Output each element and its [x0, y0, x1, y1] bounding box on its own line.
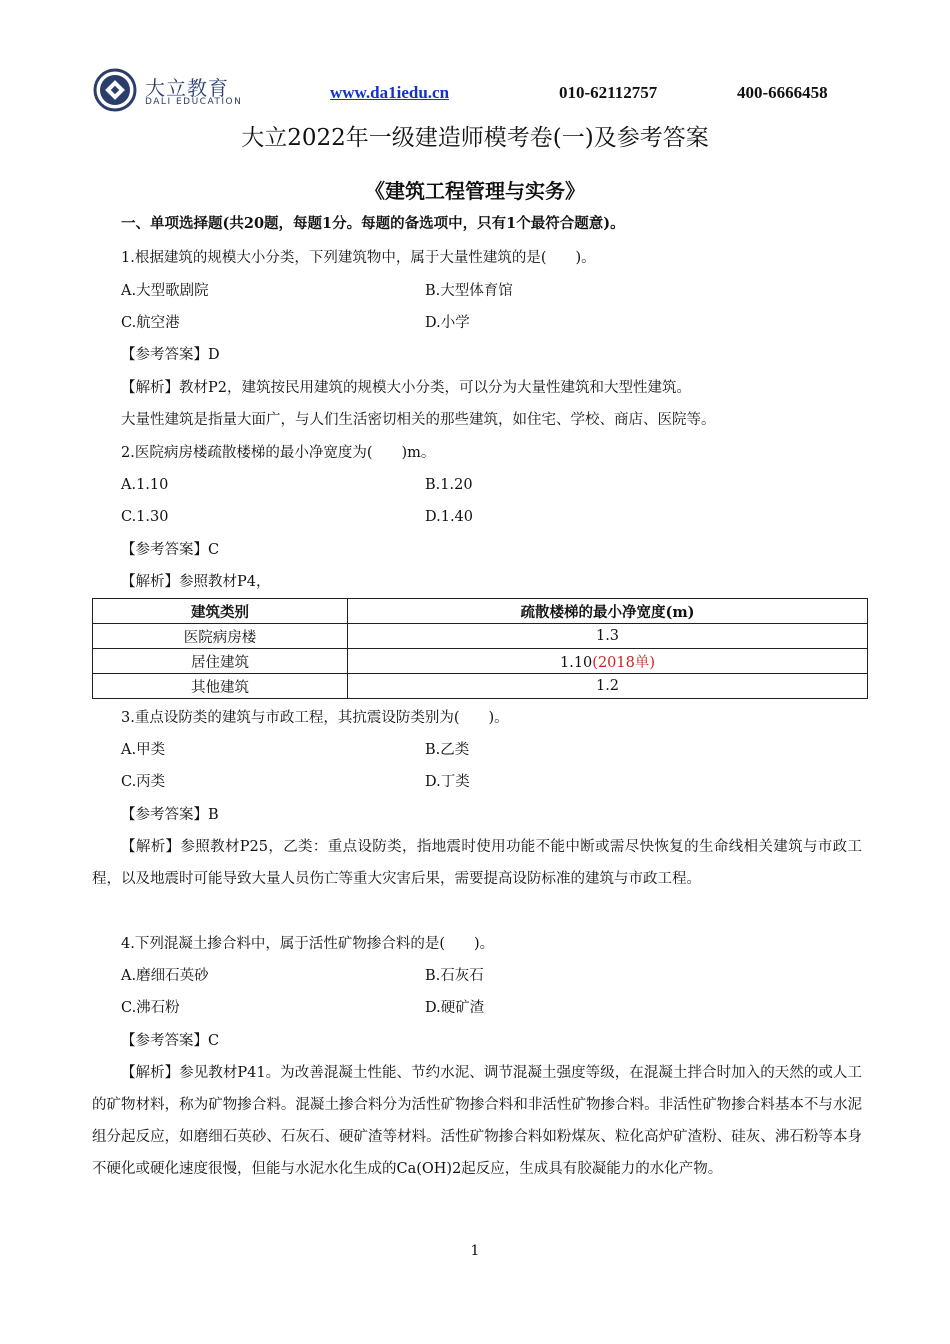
document-title: 大立2022年一级建造师模考卷(一)及参考答案	[241, 125, 709, 151]
question-1-option-d: D.小学	[425, 315, 470, 331]
logo-text-en: DALI EDUCATION	[145, 97, 243, 107]
question-2-answer: 【参考答案】C	[121, 542, 220, 558]
phone-number-1: 010-62112757	[559, 83, 658, 102]
table-cell-width	[348, 674, 868, 699]
question-3-option-b: B.乙类	[425, 742, 470, 758]
question-2-option-d: D.1.40	[425, 509, 474, 525]
logo-text-cn: 大立教育	[145, 76, 229, 100]
table-row	[93, 649, 868, 674]
question-1-answer: 【参考答案】D	[121, 347, 220, 363]
question-3-option-c: C.丙类	[121, 774, 166, 790]
question-2-stem: 2.医院病房楼疏散楼梯的最小净宽度为( )m。	[121, 445, 436, 461]
table-cell-category: 居住建筑	[93, 649, 348, 674]
table-row	[93, 624, 868, 649]
question-2-analysis: 【解析】参照教材P4，	[121, 574, 271, 590]
question-3-stem: 3.重点设防类的建筑与市政工程，其抗震设防类别为( )。	[121, 710, 509, 726]
table-header-cell: 建筑类别	[93, 599, 348, 624]
section-heading: 一、单项选择题(共20题，每题1分。每题的备选项中，只有1个最符合题意)。	[121, 215, 625, 232]
question-3-answer: 【参考答案】B	[121, 807, 219, 823]
table-cell-width	[348, 649, 868, 674]
table-cell-width-value: 1.10	[559, 654, 593, 671]
question-1-option-b: B.大型体育馆	[425, 283, 513, 299]
question-1-option-c: C.航空港	[121, 315, 180, 331]
table-header-cell: 疏散楼梯的最小净宽度(m)	[348, 599, 868, 624]
table-cell-width	[348, 624, 868, 649]
table-header-row	[93, 599, 868, 624]
question-4-option-a: A.磨细石英砂	[121, 968, 209, 984]
table-cell-category: 其他建筑	[93, 674, 348, 699]
question-1-analysis-line-1: 【解析】教材P2，建筑按民用建筑的规模大小分类，可以分为大量性建筑和大型性建筑。	[121, 380, 691, 396]
table-cell-width-value: 1.2	[595, 678, 620, 694]
question-4-option-b: B.石灰石	[425, 968, 484, 984]
question-1-analysis-line-2: 大量性建筑是指量大面广，与人们生活密切相关的那些建筑，如住宅、学校、商店、医院等。	[121, 412, 716, 428]
document-subtitle: 《建筑工程管理与实务》	[365, 179, 585, 203]
question-2-option-b: B.1.20	[425, 477, 473, 493]
question-4-analysis: 【解析】参见教材P41。为改善混凝土性能、节约水泥、调节混凝土强度等级，在混凝土拌合时加入的天然的或人工的矿物材料，称为矿物掺合料。混凝土掺合料分为活性矿物掺合料和非活性矿物掺合料。非活性矿物掺合料基本不与水泥组分起反应，如磨细石英砂、石灰石、硬矿渣等材料。活性矿物掺合料如粉煤灰、粒化高炉矿渣粉、硅灰、沸石粉等本身不硬化或硬化速度很慢，但能与水泥水化生成的Ca(OH)2起反应，生成具有胶凝能力的水化产物。	[92, 1065, 862, 1177]
table-cell-category: 医院病房楼	[93, 624, 348, 649]
phone-number-2: 400-6666458	[737, 83, 828, 102]
question-4-answer: 【参考答案】C	[121, 1033, 220, 1049]
question-1-option-a: A.大型歌剧院	[121, 283, 209, 299]
dali-logo-icon	[93, 68, 137, 112]
question-3-analysis: 【解析】参照教材P25，乙类：重点设防类，指地震时使用功能不能中断或需尽快恢复的生命线相关建筑与市政工程，以及地震时可能导致大量人员伤亡等重大灾害后果，需要提高设防标准的建筑与市政工程。	[92, 839, 862, 887]
table-cell-width-value: 1.3	[595, 628, 620, 644]
table-row	[93, 674, 868, 699]
stair-width-table	[92, 598, 868, 699]
table-cell-note: (2018单)	[592, 654, 655, 671]
question-3-option-d: D.丁类	[425, 774, 470, 790]
question-1-stem: 1.根据建筑的规模大小分类，下列建筑物中，属于大量性建筑的是( )。	[121, 250, 596, 266]
question-4-option-d: D.硬矿渣	[425, 1000, 485, 1016]
question-3-option-a: A.甲类	[121, 742, 166, 758]
website-link[interactable]: www.da1iedu.cn	[330, 83, 450, 102]
page-number: 1	[470, 1243, 480, 1259]
question-4-stem: 4.下列混凝土掺合料中，属于活性矿物掺合料的是( )。	[121, 936, 495, 952]
question-2-option-c: C.1.30	[121, 509, 169, 525]
question-2-option-a: A.1.10	[121, 477, 169, 493]
question-4-option-c: C.沸石粉	[121, 1000, 180, 1016]
